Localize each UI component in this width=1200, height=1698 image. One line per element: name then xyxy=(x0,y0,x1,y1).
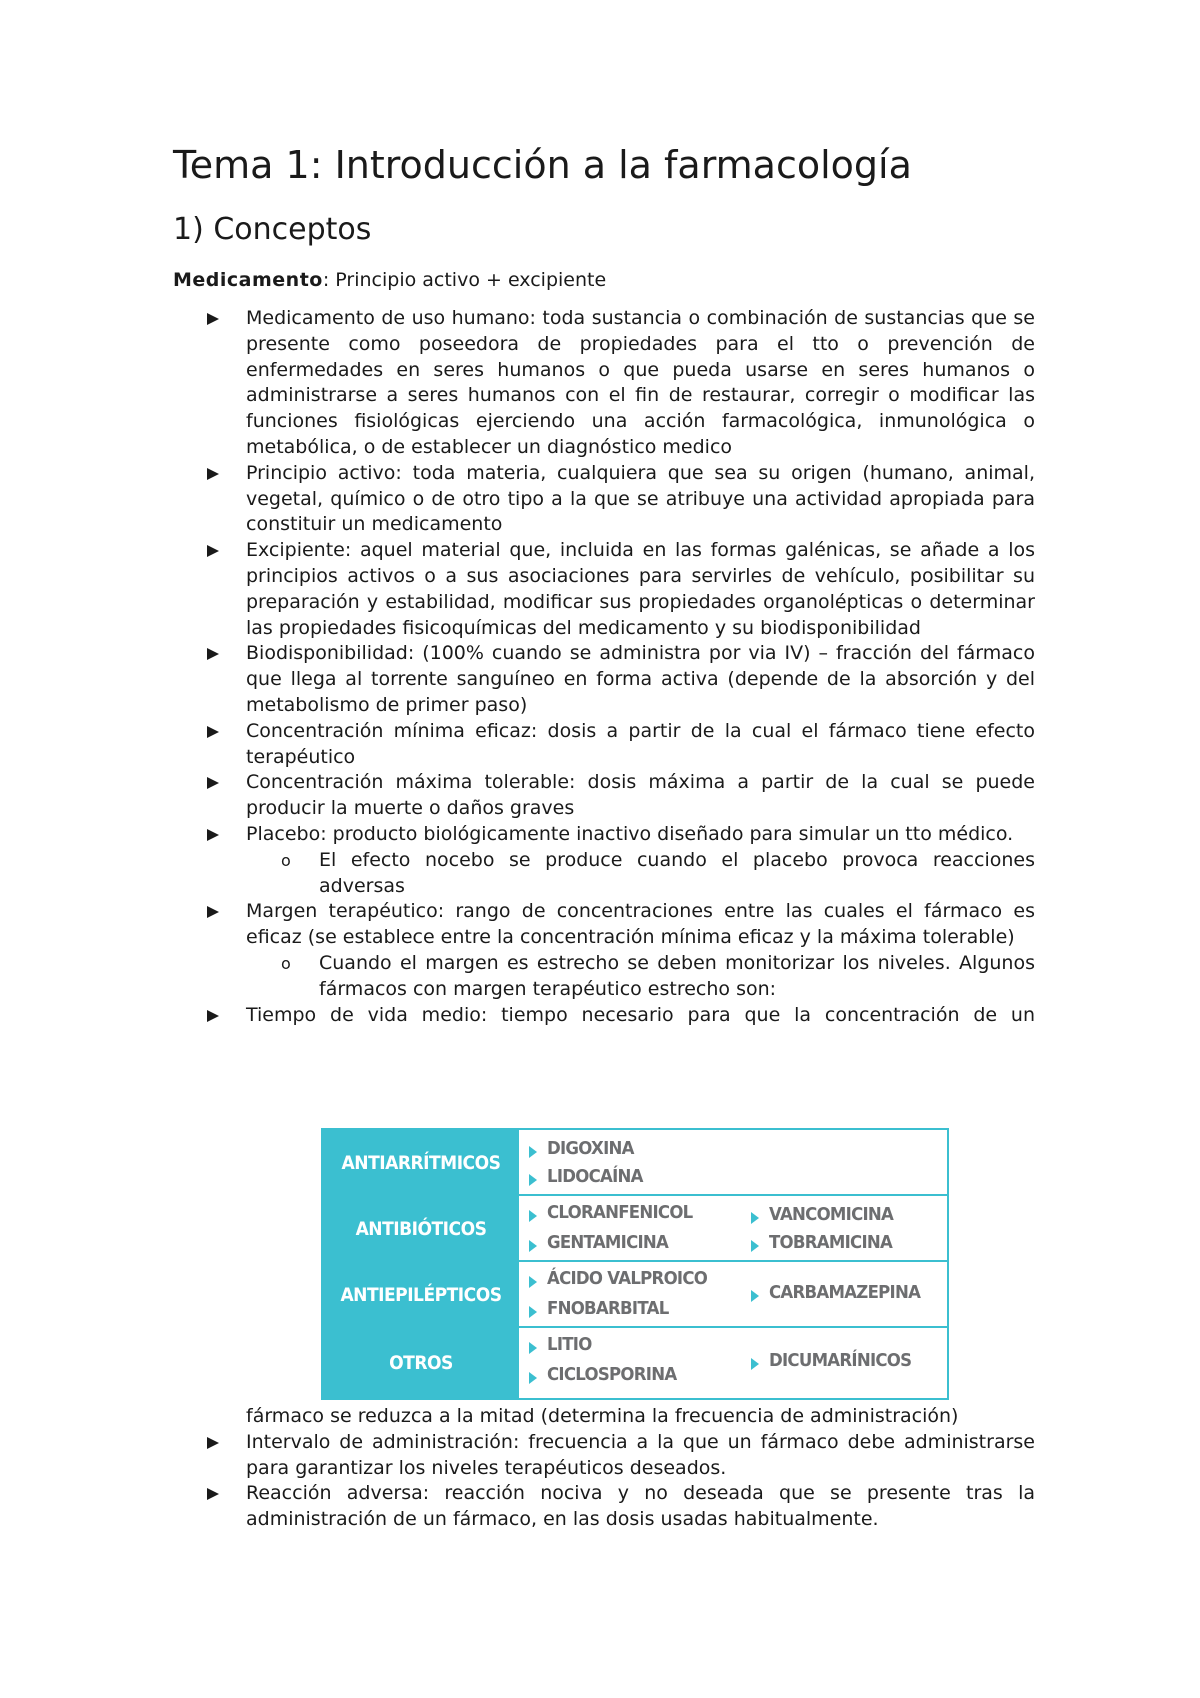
sub-list-item: o Cuando el margen es estrecho se deben monitorizar los niveles. Algunos fármacos con margen terapéutico estrecho son: xyxy=(281,951,1035,1000)
arrow-bullet-icon xyxy=(207,1488,219,1500)
arrow-bullet-icon xyxy=(207,1010,219,1022)
table-row xyxy=(323,1130,947,1196)
list-item: Medicamento de uso humano: toda sustancia o combinación de sustancias que se presente como poseedora de propiedades para el tto o prevención de enfermedades en seres humanos o que pueda usarse en seres humanos o administrarse a seres humanos con el fin de restaurar, corregir o modificar las funciones fisiológicas ejerciendo una acción farmacológica, inmunológica o metabólica, o de establecer un diagnóstico medico xyxy=(173,306,1035,461)
arrow-bullet-icon xyxy=(207,777,219,789)
table-row xyxy=(323,1262,947,1328)
arrow-bullet-icon xyxy=(529,1146,537,1158)
list-item: Biodisponibilidad: (100% cuando se administra por via IV) – fracción del fármaco que llega al torrente sanguíneo en forma activa (depende de la absorción y del metabolismo de primer paso) xyxy=(173,641,1035,718)
list-item: Intervalo de administración: frecuencia a la que un fármaco debe administrarse para garantizar los niveles terapéuticos deseados. xyxy=(173,1430,1035,1482)
arrow-bullet-icon xyxy=(529,1174,537,1186)
narrow-margin-drugs-table xyxy=(321,1128,949,1400)
arrow-bullet-icon xyxy=(207,829,219,841)
drug-name: LITIO xyxy=(547,1334,592,1355)
drug-name: TOBRAMICINA xyxy=(769,1232,893,1253)
concept-list-continued xyxy=(173,1404,1035,1533)
list-item: Excipiente: aquel material que, incluida en las formas galénicas, se añade a los principios activos o a sus asociaciones para servirles de vehículo, posibilitar su preparación y estabilidad, modificar sus propiedades organolépticas o determinar las propiedades fisicoquímicas del medicamento y su biodisponibilidad xyxy=(173,538,1035,641)
drug-name: CLORANFENICOL xyxy=(547,1202,693,1223)
table-category: ANTIBIÓTICOS xyxy=(323,1196,519,1262)
arrow-bullet-icon xyxy=(751,1358,759,1370)
arrow-bullet-icon xyxy=(529,1276,537,1288)
drug-name: CARBAMAZEPINA xyxy=(769,1282,921,1303)
list-item: Tiempo de vida medio: tiempo necesario para que la concentración de un xyxy=(173,1003,1035,1029)
section-heading: 1) Conceptos xyxy=(173,212,372,247)
table-row xyxy=(323,1196,947,1262)
drug-name: VANCOMICINA xyxy=(769,1204,894,1225)
arrow-bullet-icon xyxy=(529,1372,537,1384)
list-item-continuation: fármaco se reduzca a la mitad (determina la frecuencia de administración) xyxy=(246,1405,959,1427)
arrow-bullet-icon xyxy=(207,468,219,480)
page-title: Tema 1: Introducción a la farmacología xyxy=(173,143,912,187)
arrow-bullet-icon xyxy=(751,1290,759,1302)
table-category: ANTIARRÍTMICOS xyxy=(323,1130,519,1196)
arrow-bullet-icon xyxy=(529,1210,537,1222)
list-item: Principio activo: toda materia, cualquiera que sea su origen (humano, animal, vegetal, químico o de otro tipo a la que se atribuye una actividad apropiada para constituir un medicamento xyxy=(173,461,1035,538)
arrow-bullet-icon xyxy=(207,545,219,557)
table-category: ANTIEPILÉPTICOS xyxy=(323,1262,519,1328)
list-item: Placebo: producto biológicamente inactivo diseñado para simular un tto médico. xyxy=(173,822,1035,848)
arrow-bullet-icon xyxy=(207,906,219,918)
arrow-bullet-icon xyxy=(751,1212,759,1224)
arrow-bullet-icon xyxy=(751,1240,759,1252)
drug-name: DIGOXINA xyxy=(547,1138,634,1159)
table-row xyxy=(323,1328,947,1398)
intro-term: Medicamento xyxy=(173,269,323,291)
drug-name: LIDOCAÍNA xyxy=(547,1166,643,1187)
concept-list xyxy=(173,306,1035,1028)
list-item: Concentración máxima tolerable: dosis máxima a partir de la cual se puede producir la muerte o daños graves xyxy=(173,770,1035,822)
table-category: OTROS xyxy=(323,1328,519,1398)
list-item: Reacción adversa: reacción nociva y no deseada que se presente tras la administración de un fármaco, en las dosis usadas habitualmente. xyxy=(173,1481,1035,1533)
circle-bullet-icon: o xyxy=(281,850,291,870)
arrow-bullet-icon xyxy=(207,313,219,325)
arrow-bullet-icon xyxy=(207,726,219,738)
sub-list-item: o El efecto nocebo se produce cuando el placebo provoca reacciones adversas xyxy=(281,848,1035,897)
list-item: Margen terapéutico: rango de concentraciones entre las cuales el fármaco es eficaz (se establece entre la concentración mínima eficaz y la máxima tolerable) xyxy=(173,899,1035,951)
drug-name: DICUMARÍNICOS xyxy=(769,1350,912,1371)
list-item: Concentración mínima eficaz: dosis a partir de la cual el fármaco tiene efecto terapéutico xyxy=(173,719,1035,771)
drug-name: FNOBARBITAL xyxy=(547,1298,669,1319)
drug-name: GENTAMICINA xyxy=(547,1232,669,1253)
drug-name: CICLOSPORINA xyxy=(547,1364,677,1385)
intro-definition xyxy=(173,267,606,293)
circle-bullet-icon: o xyxy=(281,953,291,973)
drug-name: ÁCIDO VALPROICO xyxy=(547,1268,708,1289)
arrow-bullet-icon xyxy=(529,1240,537,1252)
arrow-bullet-icon xyxy=(529,1342,537,1354)
intro-text: : Principio activo + excipiente xyxy=(322,269,607,291)
arrow-bullet-icon xyxy=(207,648,219,660)
arrow-bullet-icon xyxy=(529,1306,537,1318)
arrow-bullet-icon xyxy=(207,1437,219,1449)
